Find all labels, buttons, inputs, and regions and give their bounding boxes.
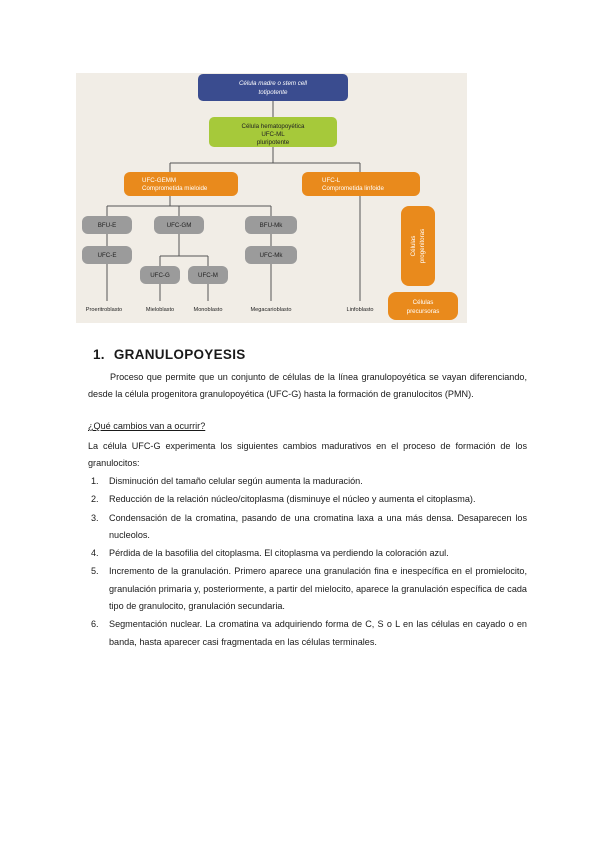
list-item: [88, 616, 527, 651]
ufc-gemm-line2: Comprometida mieloide: [142, 185, 208, 192]
legend-celulas-progenitoras: [401, 206, 435, 286]
ufc-l-line1: UFC-L: [322, 177, 341, 184]
label-proeritroblasto: Proeritroblasto: [85, 307, 123, 313]
item-text: Disminución del tamaño celular según aumenta la maduración.: [109, 476, 363, 486]
list-item: [88, 545, 527, 562]
item-number: 2.: [91, 494, 99, 505]
precursoras-line1: Células: [412, 299, 434, 306]
label-linfoblasto: Linfoblasto: [346, 307, 374, 313]
item-text: Incremento de la granulación. Primero aparece una granulación fina e inespecífica en el promielocito, granulación primaria y, posteriormente, a partir del mielocito, aparece la granulación específica de cada tipo de granulocito, granulación secundaria.: [109, 566, 527, 612]
hematopoiesis-diagram: [76, 73, 467, 323]
node-ufc-g: [140, 266, 180, 284]
ufc-ml-line3: pluripotente: [256, 139, 290, 146]
question-line: [88, 421, 205, 431]
ufc-gm-label: UFC-GM: [166, 222, 192, 229]
list-item: [88, 491, 527, 508]
diagram-svg: [76, 73, 467, 323]
ufc-mk-label: UFC-Mk: [259, 252, 283, 259]
progenitoras-line2: progenitoras: [419, 228, 426, 264]
progenitoras-line1: Células: [410, 235, 417, 257]
node-ufc-mk: [245, 246, 297, 264]
item-text: Segmentación nuclear. La cromatina va adquiriendo forma de C, S o L en las células en cayado o en banda, hasta aparecer casi fragmentada en las células terminales.: [109, 619, 527, 647]
item-number: 3.: [91, 512, 99, 523]
label-monoblasto: Monoblasto: [193, 307, 223, 313]
node-ufc-m: [188, 266, 228, 284]
changes-list: [88, 473, 527, 652]
bfu-e-label: BFU-E: [97, 222, 117, 229]
node-bfu-e: [82, 216, 132, 234]
node-stem-cell: [198, 74, 348, 101]
ufc-e-label: UFC-E: [97, 252, 117, 259]
item-number: 5.: [91, 566, 99, 577]
stem-line1: Célula madre o stem cell: [238, 80, 308, 87]
node-ufc-gemm: [124, 172, 238, 196]
ufc-g-label: UFC-G: [150, 272, 170, 279]
legend-celulas-precursoras: [388, 292, 458, 320]
item-text: Reducción de la relación núcleo/citoplasma (disminuye el núcleo y aumenta el citoplasma).: [109, 494, 476, 505]
item-number: 1.: [91, 476, 99, 486]
ufc-m-label: UFC-M: [198, 272, 218, 279]
list-item: [88, 473, 527, 490]
ufc-l-line2: Comprometida linfoide: [322, 185, 384, 192]
node-ufc-gm: [154, 216, 204, 234]
node-bfu-mk: [245, 216, 297, 234]
node-ufc-ml: [209, 117, 337, 147]
label-megacarioblasto: Megacarioblasto: [250, 307, 292, 313]
section-number: 1.: [93, 347, 105, 362]
question-link[interactable]: ¿Qué cambios van a ocurrir?: [88, 421, 206, 431]
label-mieloblasto: Mieloblasto: [145, 307, 175, 313]
intro-paragraph: Proceso que permite que un conjunto de células de la línea granulopoyética se vayan diferenciando, desde la célula progenitora granulopoyética (UFC-G) hasta la formación de granulocitos (PMN).: [88, 372, 527, 400]
node-ufc-e: [82, 246, 132, 264]
section-heading: [93, 347, 246, 362]
item-number: 4.: [91, 548, 99, 559]
item-text: Pérdida de la basofilia del citoplasma. El citoplasma va perdiendo la coloración azul.: [109, 548, 449, 559]
stem-line2: totipotente: [258, 89, 288, 96]
ufc-gemm-line1: UFC-GEMM: [142, 177, 177, 184]
section-title: GRANULOPOYESIS: [113, 347, 246, 362]
lead-paragraph: La célula UFC-G experimenta los siguientes cambios madurativos en el proceso de formación de los granulocitos:: [88, 441, 527, 469]
list-item: [88, 510, 527, 545]
list-item: [88, 563, 527, 615]
item-text: Condensación de la cromatina, pasando de una cromatina laxa a una más densa. Desaparecen los nucleolos.: [109, 512, 527, 540]
ufc-ml-line2: UFC-ML: [261, 131, 285, 138]
precursoras-line2: precursoras: [406, 308, 440, 315]
item-number: 6.: [91, 619, 99, 630]
ufc-ml-line1: Célula hematopoyética: [241, 123, 305, 130]
node-ufc-l: [302, 172, 420, 196]
bfu-mk-label: BFU-Mk: [259, 222, 283, 229]
